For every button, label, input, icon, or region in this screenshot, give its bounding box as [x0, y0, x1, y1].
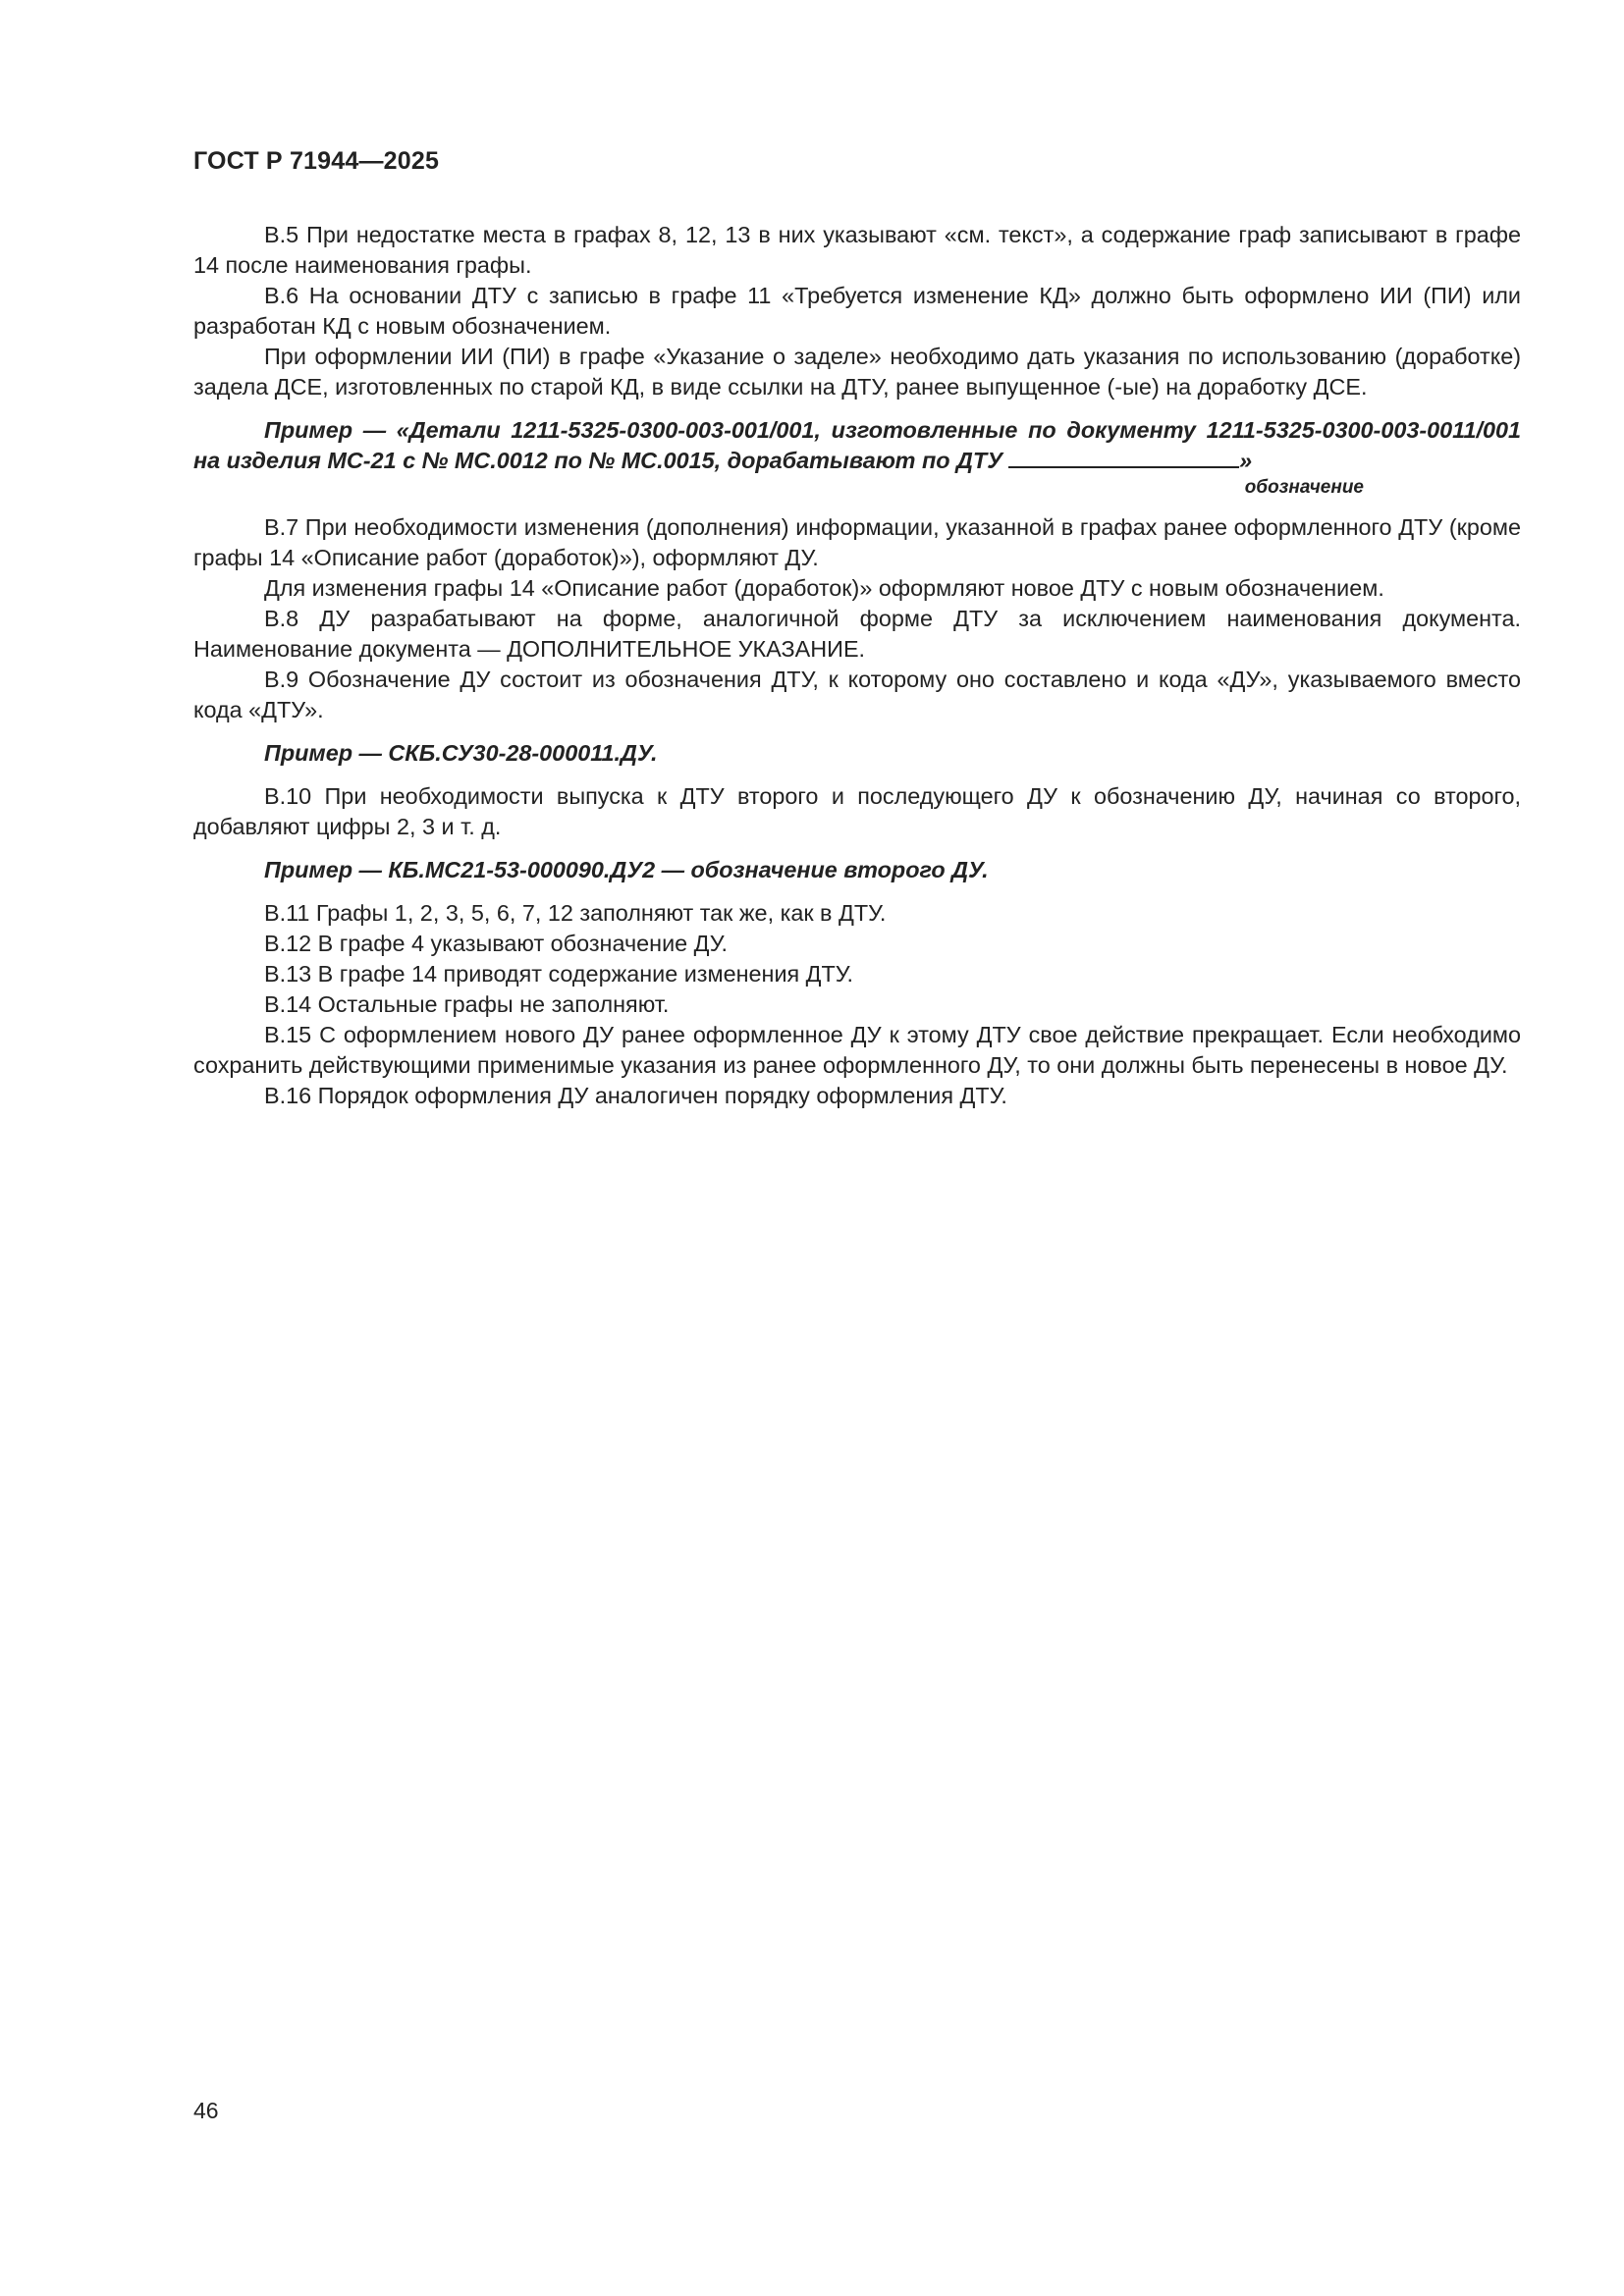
- document-body: [193, 220, 1521, 1111]
- paragraph-b8: В.8 ДУ разрабатывают на форме, аналогичной форме ДТУ за исключением наименования документа. Наименование документа — ДОПОЛНИТЕЛЬНОЕ УКАЗАНИЕ.: [193, 606, 1521, 662]
- paragraph-b6: В.6 На основании ДТУ с записью в графе 11 «Требуется изменение КД» должно быть оформлено ИИ (ПИ) или разработан КД с новым обозначением.: [193, 283, 1521, 339]
- paragraph-b15: В.15 С оформлением нового ДУ ранее оформленное ДУ к этому ДТУ свое действие прекращает. Если необходимо сохранить действующими применимые указания из ранее оформленного ДУ, то они должны быть перенесены в новое ДУ.: [193, 1022, 1521, 1078]
- paragraph-b13: В.13 В графе 14 приводят содержание изменения ДТУ.: [264, 961, 854, 987]
- paragraph-b6-continuation: При оформлении ИИ (ПИ) в графе «Указание о заделе» необходимо дать указания по использованию (доработке) задела ДСЕ, изготовленных по старой КД, в виде ссылки на ДТУ, ранее выпущенное (-ые) на доработку ДСЕ.: [193, 344, 1521, 400]
- example-1-close-quote: »: [1239, 448, 1253, 473]
- paragraph-b7: В.7 При необходимости изменения (дополнения) информации, указанной в графах ранее оформленного ДТУ (кроме графы 14 «Описание работ (доработок)»), оформляют ДУ.: [193, 514, 1521, 570]
- example-1: [193, 415, 1521, 476]
- paragraph-b7-continuation: Для изменения графы 14 «Описание работ (доработок)» оформляют новое ДТУ с новым обозначением.: [264, 575, 1384, 601]
- example-2: Пример — СКБ.СУ30-28-000011.ДУ.: [264, 740, 658, 766]
- page-number: 46: [193, 2098, 219, 2123]
- paragraph-b16: В.16 Порядок оформления ДУ аналогичен порядку оформления ДТУ.: [264, 1083, 1007, 1108]
- paragraph-b14: В.14 Остальные графы не заполняют.: [264, 991, 670, 1017]
- blank-designation-line: [1008, 447, 1239, 468]
- paragraph-b12: В.12 В графе 4 указывают обозначение ДУ.: [264, 931, 728, 956]
- paragraph-b10: В.10 При необходимости выпуска к ДТУ второго и последующего ДУ к обозначению ДУ, начиная со второго, добавляют цифры 2, 3 и т. д.: [193, 783, 1521, 839]
- paragraph-b9: В.9 Обозначение ДУ состоит из обозначения ДТУ, к которому оно составлено и кода «ДУ», указываемого вместо кода «ДТУ».: [193, 667, 1521, 722]
- example-3: Пример — КБ.МС21-53-000090.ДУ2 — обозначение второго ДУ.: [264, 857, 989, 882]
- paragraph-b5: В.5 При недостатке места в графах 8, 12, 13 в них указывают «см. текст», а содержание граф записывают в графе 14 после наименования графы.: [193, 222, 1521, 278]
- example-1-caption: обозначение: [1244, 477, 1364, 498]
- paragraph-b11: В.11 Графы 1, 2, 3, 5, 6, 7, 12 заполняют так же, как в ДТУ.: [264, 900, 887, 926]
- example-1-text: Пример — «Детали 1211-5325-0300-003-001/001, изготовленные по документу 1211-5325-0300-003-0011/001 на изделия МС-21 с № МС.0012 по № МС.0015, дорабатывают по ДТУ: [193, 417, 1521, 473]
- document-header: ГОСТ Р 71944—2025: [193, 147, 440, 175]
